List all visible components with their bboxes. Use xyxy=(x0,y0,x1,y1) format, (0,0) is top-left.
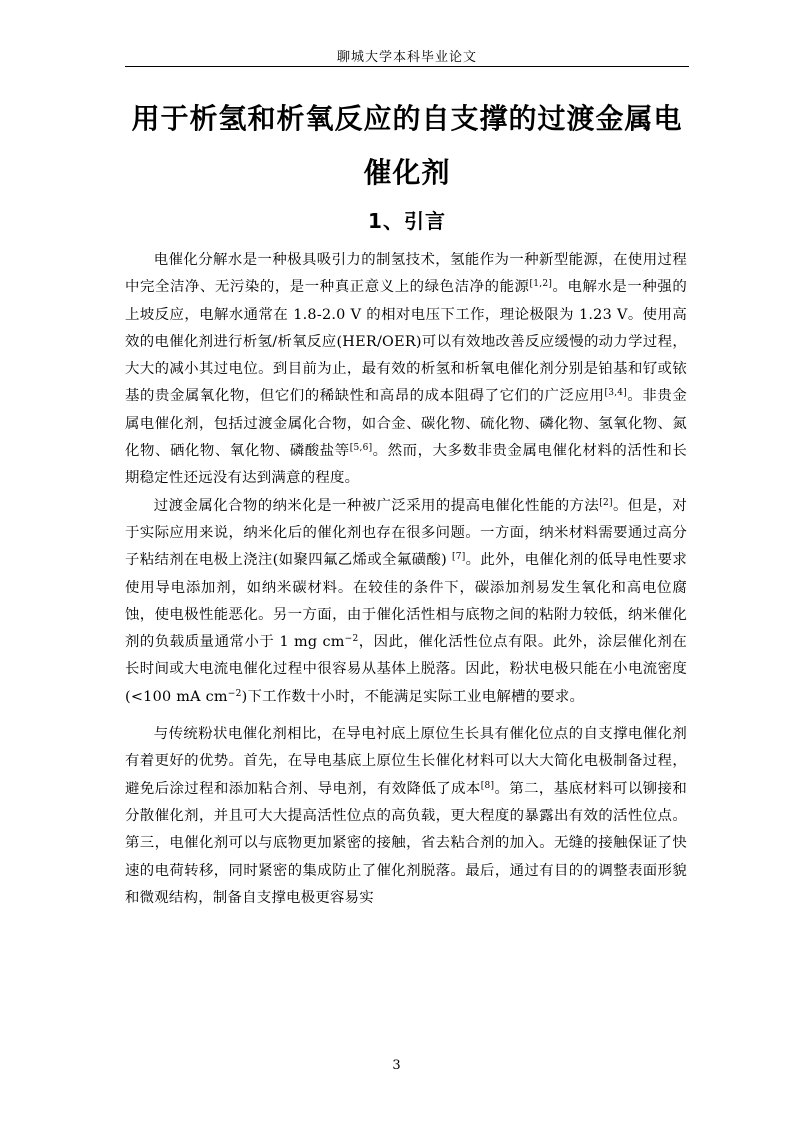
section-heading: 1、引言 xyxy=(368,209,446,233)
text-run: )下工作数十小时，不能满足实际工业电解槽的要求。 xyxy=(241,688,585,705)
text-run: 。电解水是一种强的上坡反应，电解水通常在 1.8-2.0 V 的相对电压下工作，理论极限为 1.23 V。使用高效的电催化剂进行析氢/析氧反应(HER/OER)可以有效地改善反应缓慢的动力学过程，大大的减小其过电位。到目前为止，最有效的析氢和析氧电催化剂分别是铂基和钌或铱基的贵金属氧化物，但它们的稀缺性和高昂的成本阻碍了它们的广泛应用 xyxy=(125,279,687,405)
text-run: 。第二，基底材料可以铆接和分散催化剂，并且可大大提高活性位点的高负载，更大程度的暴露出有效的活性位点。第三，电催化剂可以与底物更加紧密的接触，省去粘合剂的加入。无缝的接触保证了快速的电荷转移，同时紧密的集成防止了催化剂脱落。最后，通过有目的的调整表面形貌和微观结构，制备自支撑电极更容易实 xyxy=(125,780,687,906)
text-run: 。但是，对于实际应用来说，纳米化后的催化剂也存在很多问题。一方面，纳米材料需要通过高分子粘结剂在电极上浇注(如聚四氟乙烯或全氟磺酸) xyxy=(125,497,687,569)
paragraph-1 xyxy=(125,247,687,493)
body-text xyxy=(125,247,687,912)
citation-superscript: [3,4] xyxy=(604,388,628,399)
page-number: 3 xyxy=(392,1058,401,1073)
citation-superscript: −2 xyxy=(344,634,359,645)
text-run: 过渡金属化合物的纳米化是一种被广泛采用的提高电催化性能的方法 xyxy=(153,497,600,514)
paragraph-2 xyxy=(125,493,687,711)
text-run: 与传统粉状电催化剂相比，在导电衬底上原位生长具有催化位点的自支撑电催化剂有着更好的优势。首先，在导电基底上原位生长催化材料可以大大简化电极制备过程，避免后涂过程和添加粘合剂、导电剂，有效降低了成本 xyxy=(125,726,687,797)
paper-title-line-1: 用于析氢和析氧反应的自支撑的过渡金属电 xyxy=(131,102,683,135)
paragraph-3 xyxy=(125,721,687,912)
citation-superscript: −2 xyxy=(227,688,242,699)
citation-superscript: [5,6] xyxy=(349,443,373,454)
running-header: 聊城大学本科毕业论文 xyxy=(336,50,477,65)
header-rule xyxy=(125,66,689,67)
paper-title-line-2: 催化剂 xyxy=(363,156,451,189)
text-run: 。然而，大多数非贵金属电催化材料的活性和长期稳定性还远没有达到满意的程度。 xyxy=(125,443,687,487)
citation-superscript: [2] xyxy=(599,497,613,508)
text-run: ，因此，催化活性位点有限。此外，涂层催化剂在长时间或大电流电催化过程中很容易从基体上脱落。因此，粉状电极只能在小电流密度(<100 mA cm xyxy=(125,634,687,705)
text-run: 。非贵金属电催化剂，包括过渡金属化合物，如合金、碳化物、硫化物、磷化物、氢氧化物、氮化物、硒化物、氧化物、磷酸盐等 xyxy=(125,388,687,460)
citation-superscript: [8] xyxy=(480,780,495,791)
text-run: 电催化分解水是一种极具吸引力的制氢技术，氢能作为一种新型能源，在使用过程中完全洁净、无污染的，是一种真正意义上的绿色洁净的能源 xyxy=(125,252,687,296)
text-run: 。此外，电催化剂的低导电性要求使用导电添加剂，如纳米碳材料。在较佳的条件下，碳添加剂易发生氧化和高电位腐蚀，使电极性能恶化。另一方面，由于催化活性相与底物之间的粘附力较低，纳米催化剂的负载质量通常小于 1 mg cm xyxy=(125,552,687,651)
paper-title xyxy=(110,92,704,200)
citation-superscript: [1,2] xyxy=(529,279,553,290)
citation-superscript: [7] xyxy=(451,552,466,563)
